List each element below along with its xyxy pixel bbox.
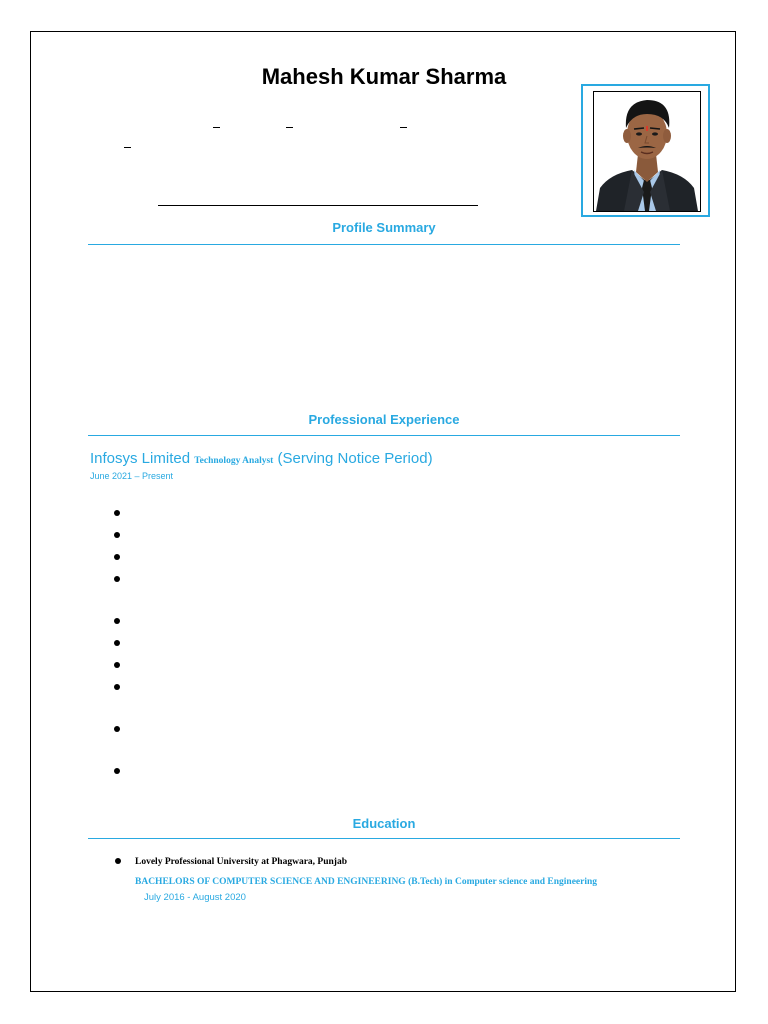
education-school: Lovely Professional University at Phagwara, Punjab: [135, 857, 347, 867]
bullet-icon: [114, 662, 120, 668]
contact-separator: [213, 127, 220, 128]
section-rule: [88, 435, 680, 436]
person-portrait-icon: [594, 92, 700, 211]
education-degree: BACHELORS OF COMPUTER SCIENCE AND ENGINEERING (B.Tech) in Computer science and Engineering: [135, 877, 598, 887]
section-rule: [88, 838, 680, 839]
bullet-icon: [114, 510, 120, 516]
profile-photo: [593, 91, 701, 212]
job-title: Technology Analyst: [194, 456, 274, 466]
section-heading-professional-experience: Professional Experience: [308, 412, 460, 427]
bullet-icon: [114, 532, 120, 538]
bullet-icon: [114, 618, 120, 624]
bullet-icon: [114, 684, 120, 690]
profile-photo-frame: [581, 84, 710, 217]
bullet-icon: [114, 554, 120, 560]
candidate-name: Mahesh Kumar Sharma: [261, 64, 507, 89]
contact-separator: [400, 127, 407, 128]
bullet-icon: [114, 576, 120, 582]
bullet-icon: [114, 726, 120, 732]
job-dates: June 2021 – Present: [90, 471, 174, 481]
bullet-icon: [114, 640, 120, 646]
header-underline: [158, 205, 478, 206]
job-header: [90, 449, 433, 471]
section-heading-profile-summary: Profile Summary: [332, 220, 436, 235]
bullet-icon: [114, 768, 120, 774]
contact-separator: [124, 147, 131, 148]
section-heading-education: Education: [352, 816, 416, 831]
job-status: (Serving Notice Period): [277, 450, 433, 467]
education-dates: July 2016 - August 2020: [144, 892, 246, 903]
bullet-icon: [115, 858, 121, 864]
job-company: Infosys Limited: [90, 450, 191, 467]
section-rule: [88, 244, 680, 245]
contact-separator: [286, 127, 293, 128]
